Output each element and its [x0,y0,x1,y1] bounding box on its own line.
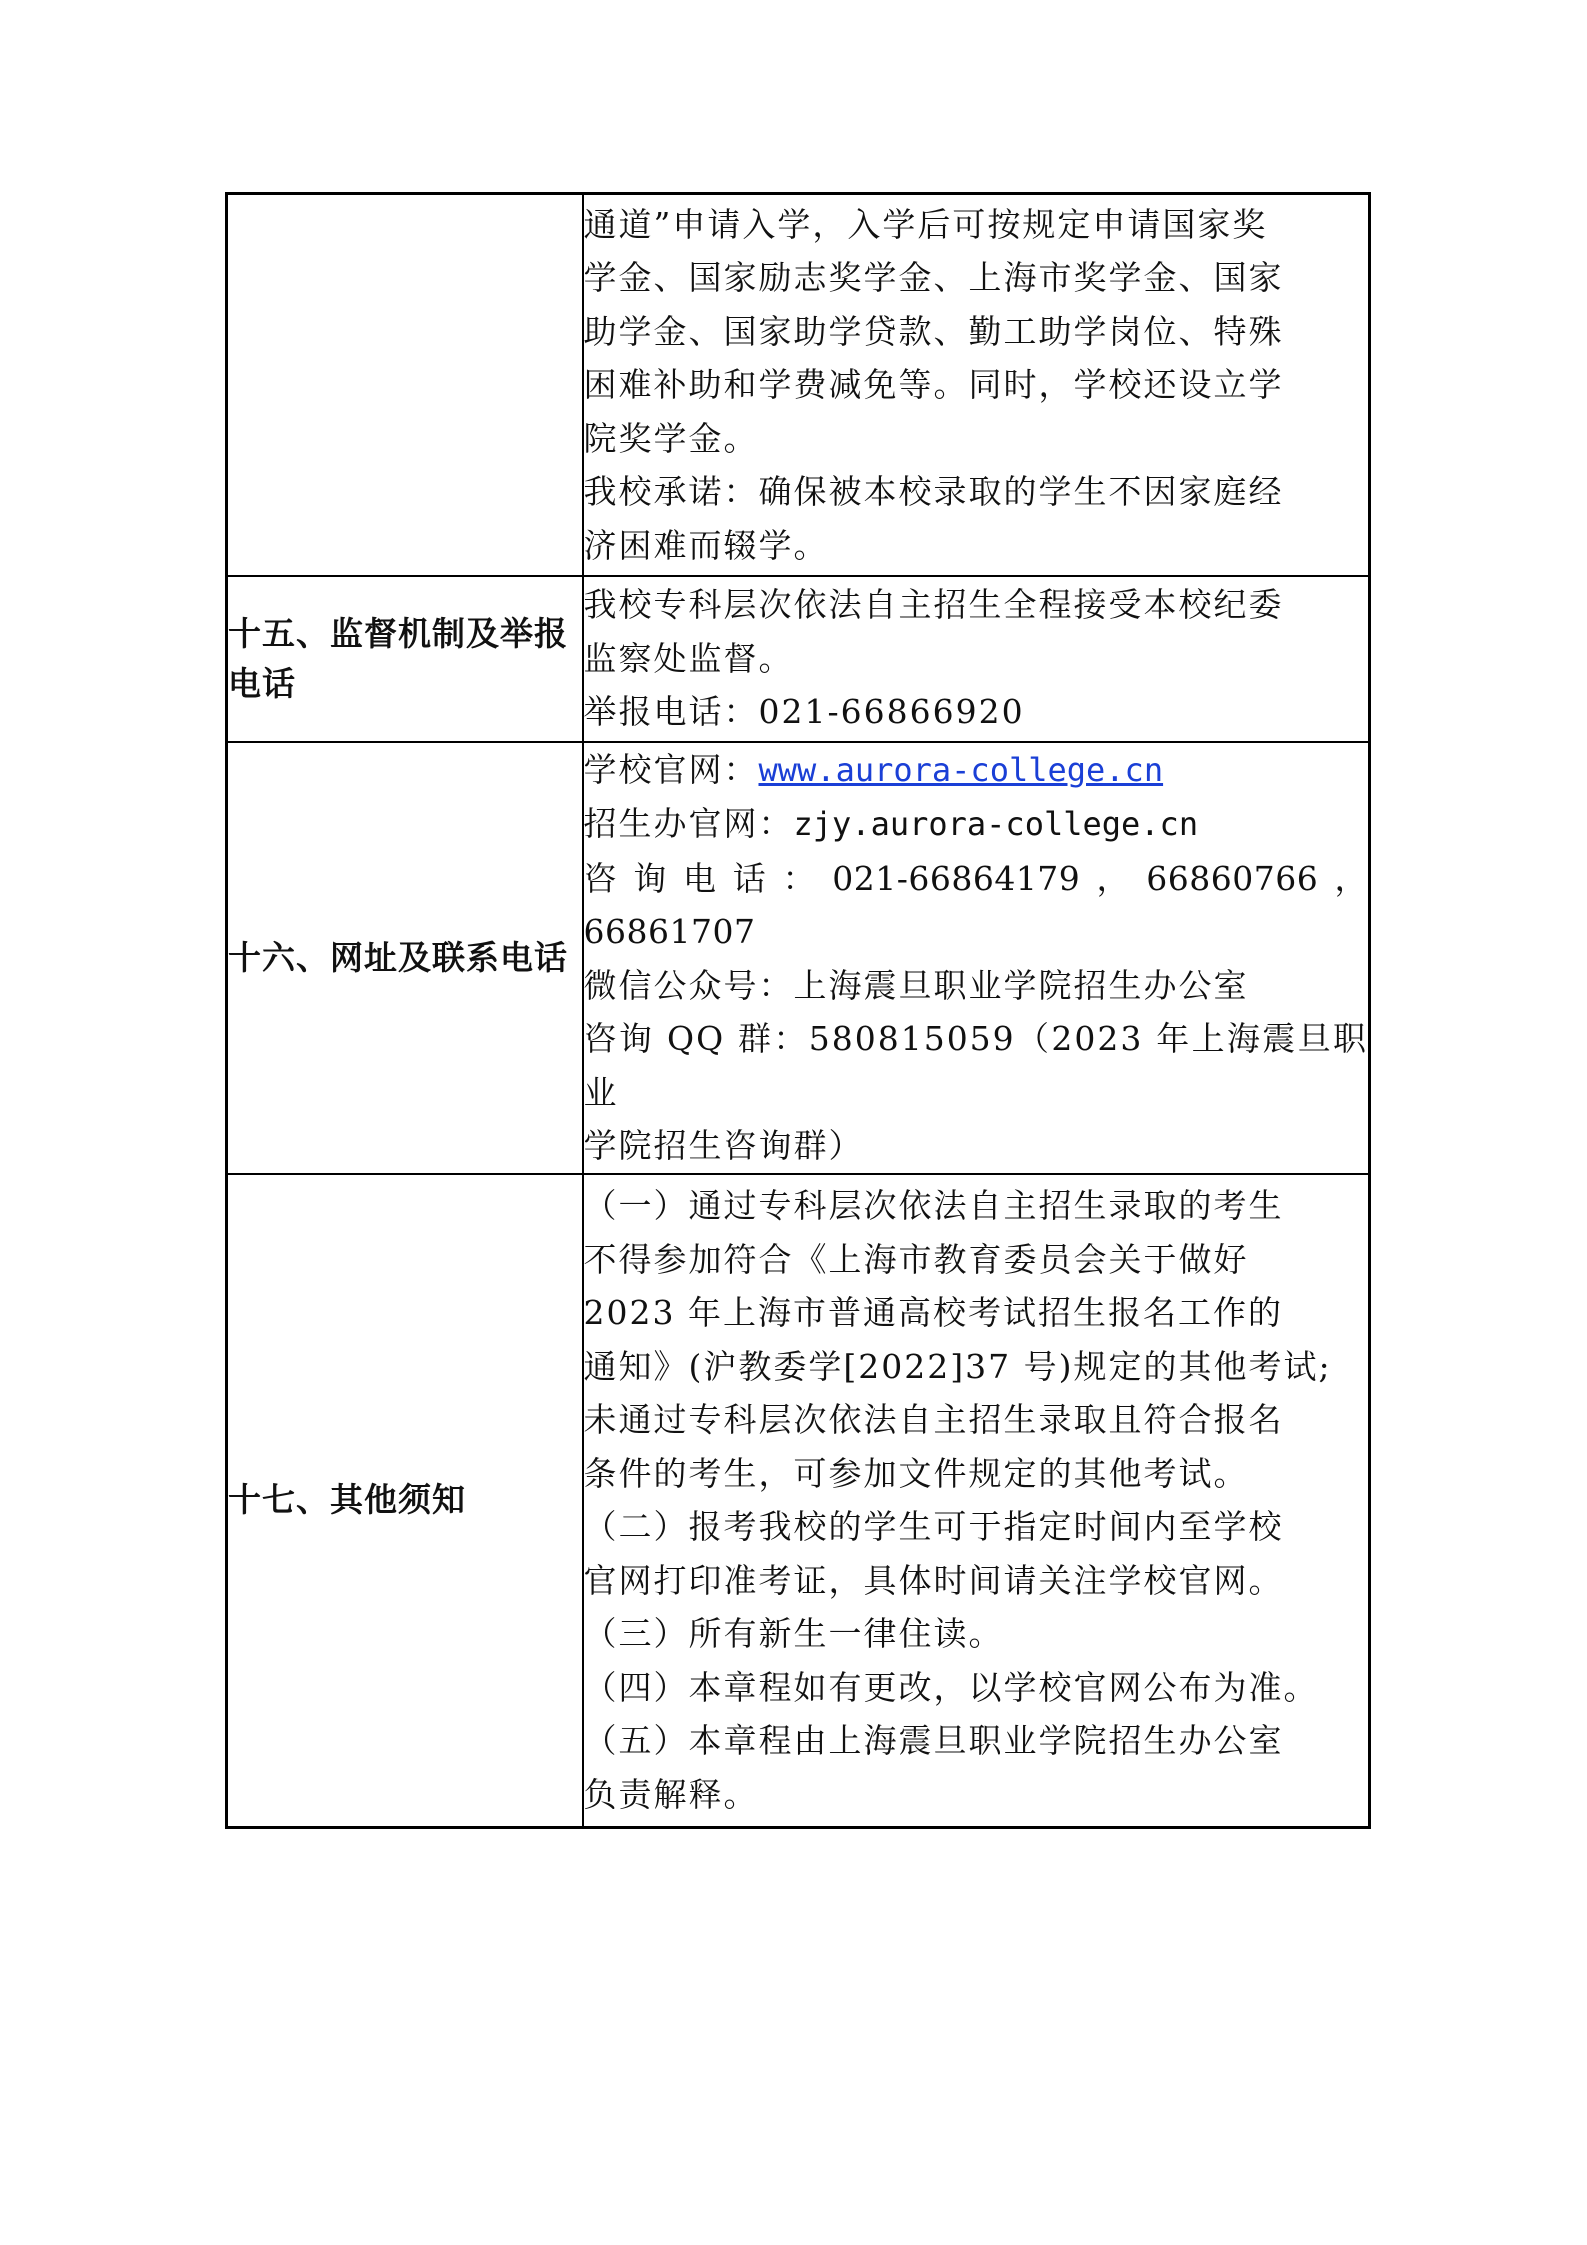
content-line: 院奖学金。 [583,418,759,458]
qq-group-cont: 学院招生咨询群） [583,1126,864,1165]
content-line: （三）所有新生一律住读。 [583,1614,1004,1654]
content-line: 未通过专科层次依法自主招生录取且符合报名 [583,1400,1284,1440]
content-line: 学金、国家励志奖学金、上海市奖学金、国家 [583,258,1284,297]
row-label-empty [227,194,583,576]
notes-content [583,1174,1370,1828]
consult-phone: 咨询电话：021-66864179，66860766，66861707 [583,858,1368,951]
content-line: 条件的考生，可参加文件规定的其他考试。 [583,1453,1249,1493]
content-line: 济困难而辍学。 [583,525,829,565]
row-label-supervision: 十五、监督机制及举报电话 [227,576,583,742]
website-label: 学校官网： [583,749,759,789]
website-line [584,743,1369,798]
supervision-content [583,576,1370,742]
report-phone: 举报电话：021-66866920 [583,692,1025,732]
admissions-site-line [584,797,1369,852]
content-line: （五）本章程由上海震旦职业学院招生办公室 [583,1721,1284,1761]
content-line: 通知》(沪教委学[2022]37 号)规定的其他考试; [583,1346,1332,1386]
wechat-account: 微信公众号：上海震旦职业学院招生办公室 [583,965,1249,1005]
qq-group: 咨询 QQ 群：580815059（2023 年上海震旦职业 [583,1019,1368,1112]
content-line: 我校专科层次依法自主招生全程接受本校纪委 [583,585,1284,625]
content-line: （一）通过专科层次依法自主招生录取的考生 [583,1186,1284,1226]
row-label-contact: 十六、网址及联系电话 [227,742,583,1174]
table-row-supervision [227,576,1370,742]
content-line: 助学金、国家助学贷款、勤工助学岗位、特殊 [583,311,1284,351]
content-line: 监察处监督。 [583,638,794,678]
content-line: （四）本章程如有更改，以学校官网公布为准。 [583,1667,1319,1707]
row-label-notes: 十七、其他须知 [227,1174,583,1828]
content-line: 通道”申请入学，入学后可按规定申请国家奖 [583,204,1268,244]
admissions-info-table [225,192,1371,1829]
scholarship-content [583,194,1370,576]
admissions-site-label: 招生办官网： [583,804,794,843]
table-row-scholarship [227,194,1370,576]
admissions-site-url: zjy.aurora-college.cn [793,805,1199,843]
content-line: 负责解释。 [583,1774,759,1814]
table-row-contact [227,742,1370,1174]
content-line: 困难补助和学费减免等。同时，学校还设立学 [583,365,1284,404]
table-row-notes [227,1174,1370,1828]
content-line: 官网打印准考证，具体时间请关注学校官网。 [583,1560,1284,1600]
content-line: 2023 年上海市普通高校考试招生报名工作的 [583,1293,1283,1333]
content-line: 我校承诺：确保被本校录取的学生不因家庭经 [583,472,1284,511]
website-link[interactable]: www.aurora-college.cn [758,750,1164,789]
content-line: 不得参加符合《上海市教育委员会关于做好 [583,1239,1249,1279]
content-line: （二）报考我校的学生可于指定时间内至学校 [583,1507,1284,1547]
contact-content [583,742,1370,1174]
